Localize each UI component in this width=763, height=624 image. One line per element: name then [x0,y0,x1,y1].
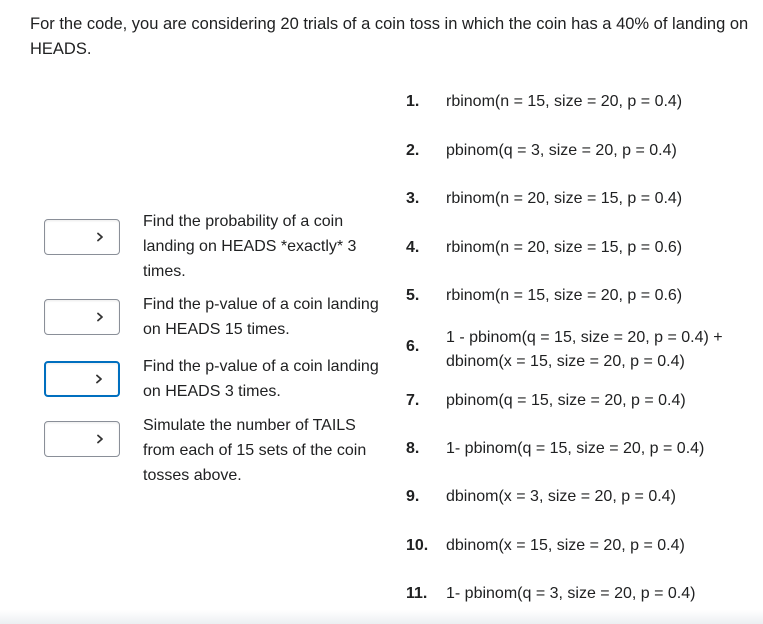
option-6 [406,326,756,374]
option-text: rbinom(n = 20, size = 15, p = 0.6) [446,239,683,256]
option-number: 4. [406,239,420,256]
option-text: pbinom(q = 15, size = 20, p = 0.4) [446,392,686,409]
chevron-down-icon [94,374,104,384]
chevron-down-icon [95,232,105,242]
option-number: 1. [406,93,420,110]
option-number: 5. [406,287,420,304]
option-text: rbinom(n = 20, size = 15, p = 0.4) [446,190,683,207]
match-item-4: Simulate the number of TAILS from each of 15 sets of the coin tosses above. [143,417,367,484]
answer-select-3[interactable] [44,361,120,397]
option-number: 7. [406,392,420,409]
option-number: 2. [406,142,420,159]
option-number: 8. [406,440,420,457]
answer-select-1[interactable] [44,219,120,255]
option-text: rbinom(n = 15, size = 20, p = 0.4) [446,93,683,110]
option-number: 9. [406,488,420,505]
option-number: 6. [406,338,420,355]
option-text: 1 - pbinom(q = 15, size = 20, p = 0.4) + dbinom(x = 15, size = 20, p = 0.4) [446,329,723,370]
chevron-down-icon [95,312,105,322]
match-item-2: Find the p-value of a coin landing on HEADS 15 times. [143,296,379,338]
chevron-down-icon [95,434,105,444]
option-text: 1- pbinom(q = 3, size = 20, p = 0.4) [446,585,696,602]
option-number: 11. [406,585,428,602]
option-text: rbinom(n = 15, size = 20, p = 0.6) [446,287,683,304]
option-text: pbinom(q = 3, size = 20, p = 0.4) [446,142,677,159]
option-number: 3. [406,190,420,207]
option-text: 1- pbinom(q = 15, size = 20, p = 0.4) [446,440,705,457]
answer-select-2[interactable] [44,299,120,335]
option-number: 10. [406,537,429,554]
option-text: dbinom(x = 15, size = 20, p = 0.4) [446,537,685,554]
answer-select-4[interactable] [44,421,120,457]
question-prompt: For the code, you are considering 20 trials of a coin toss in which the coin has a 40% of landing on HEADS. [30,15,749,58]
match-item-1: Find the probability of a coin landing on HEADS *exactly* 3 times. [143,213,357,280]
bottom-edge-shadow [0,610,763,624]
option-text: dbinom(x = 3, size = 20, p = 0.4) [446,488,676,505]
match-item-3: Find the p-value of a coin landing on HEADS 3 times. [143,358,379,400]
